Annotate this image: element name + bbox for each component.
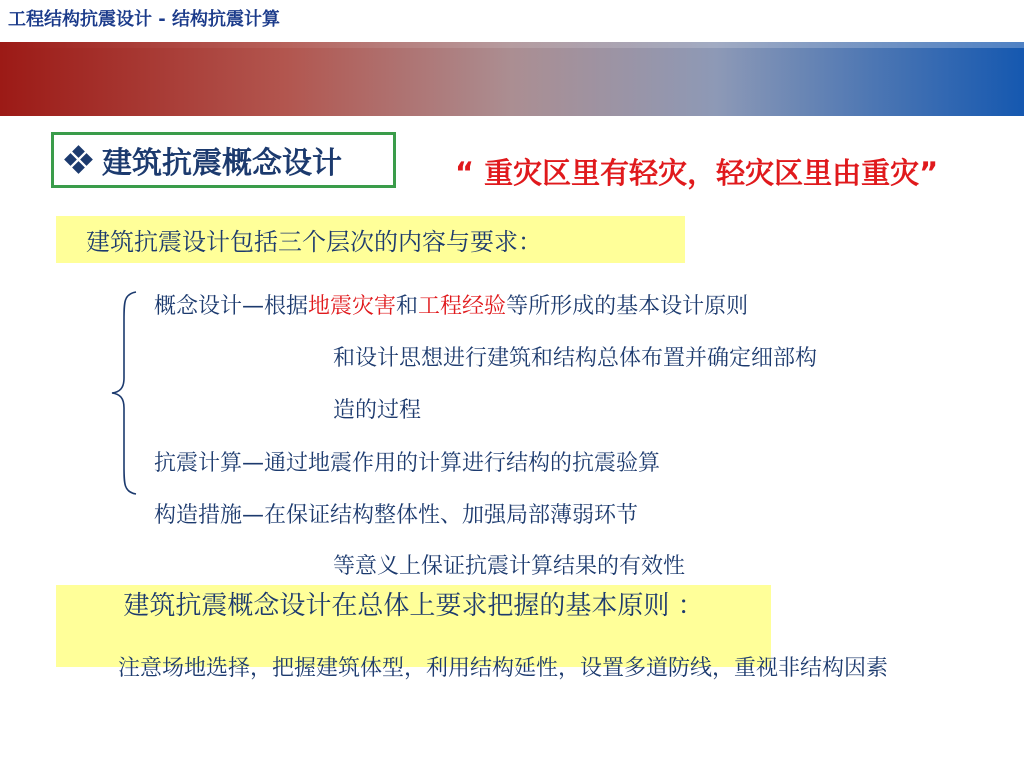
earthquake-disaster-term: 地震灾害: [308, 294, 397, 319]
section-title: 建筑抗震概念设计: [102, 146, 342, 181]
concept-design-line2: 和设计思想进行建筑和结构总体布置并确定细部构: [333, 346, 818, 371]
engineering-experience-term: 工程经验: [418, 294, 507, 319]
seismic-calc-line: 抗震计算—通过地震作用的计算进行结构的抗震验算: [154, 451, 661, 476]
detail-measures-line1: 构造措施—在保证结构整体性、加强局部薄弱环节: [154, 503, 639, 528]
detail-measures-line2: 等意义上保证抗震计算结果的有效性: [333, 554, 686, 579]
concept-design-line1: [154, 289, 748, 320]
concept-design-lead: 概念设计—根据: [154, 294, 309, 319]
slide-header-title: 工程结构抗震设计 - 结构抗震计算: [8, 9, 281, 30]
left-brace: [108, 290, 140, 496]
concept-design-line3: 造的过程: [333, 398, 422, 423]
concept-design-rest: 等所形成的基本设计原则: [506, 294, 749, 319]
basic-principles-text: 注意场地选择，把握建筑体型，利用结构延性，设置多道防线，重视非结构因素: [118, 656, 889, 681]
header-banner: [0, 42, 1024, 116]
basic-principles-title: 建筑抗震概念设计在总体上要求把握的基本原则 ：: [123, 591, 704, 621]
section-title-box: [51, 132, 396, 188]
four-diamonds-icon: [66, 147, 92, 173]
intro-text: 建筑抗震设计包括三个层次的内容与要求：: [86, 228, 542, 256]
concept-design-and: 和: [396, 294, 419, 319]
disaster-quote: “ 重灾区里有轻灾，轻灾区里由重灾”: [455, 156, 939, 190]
